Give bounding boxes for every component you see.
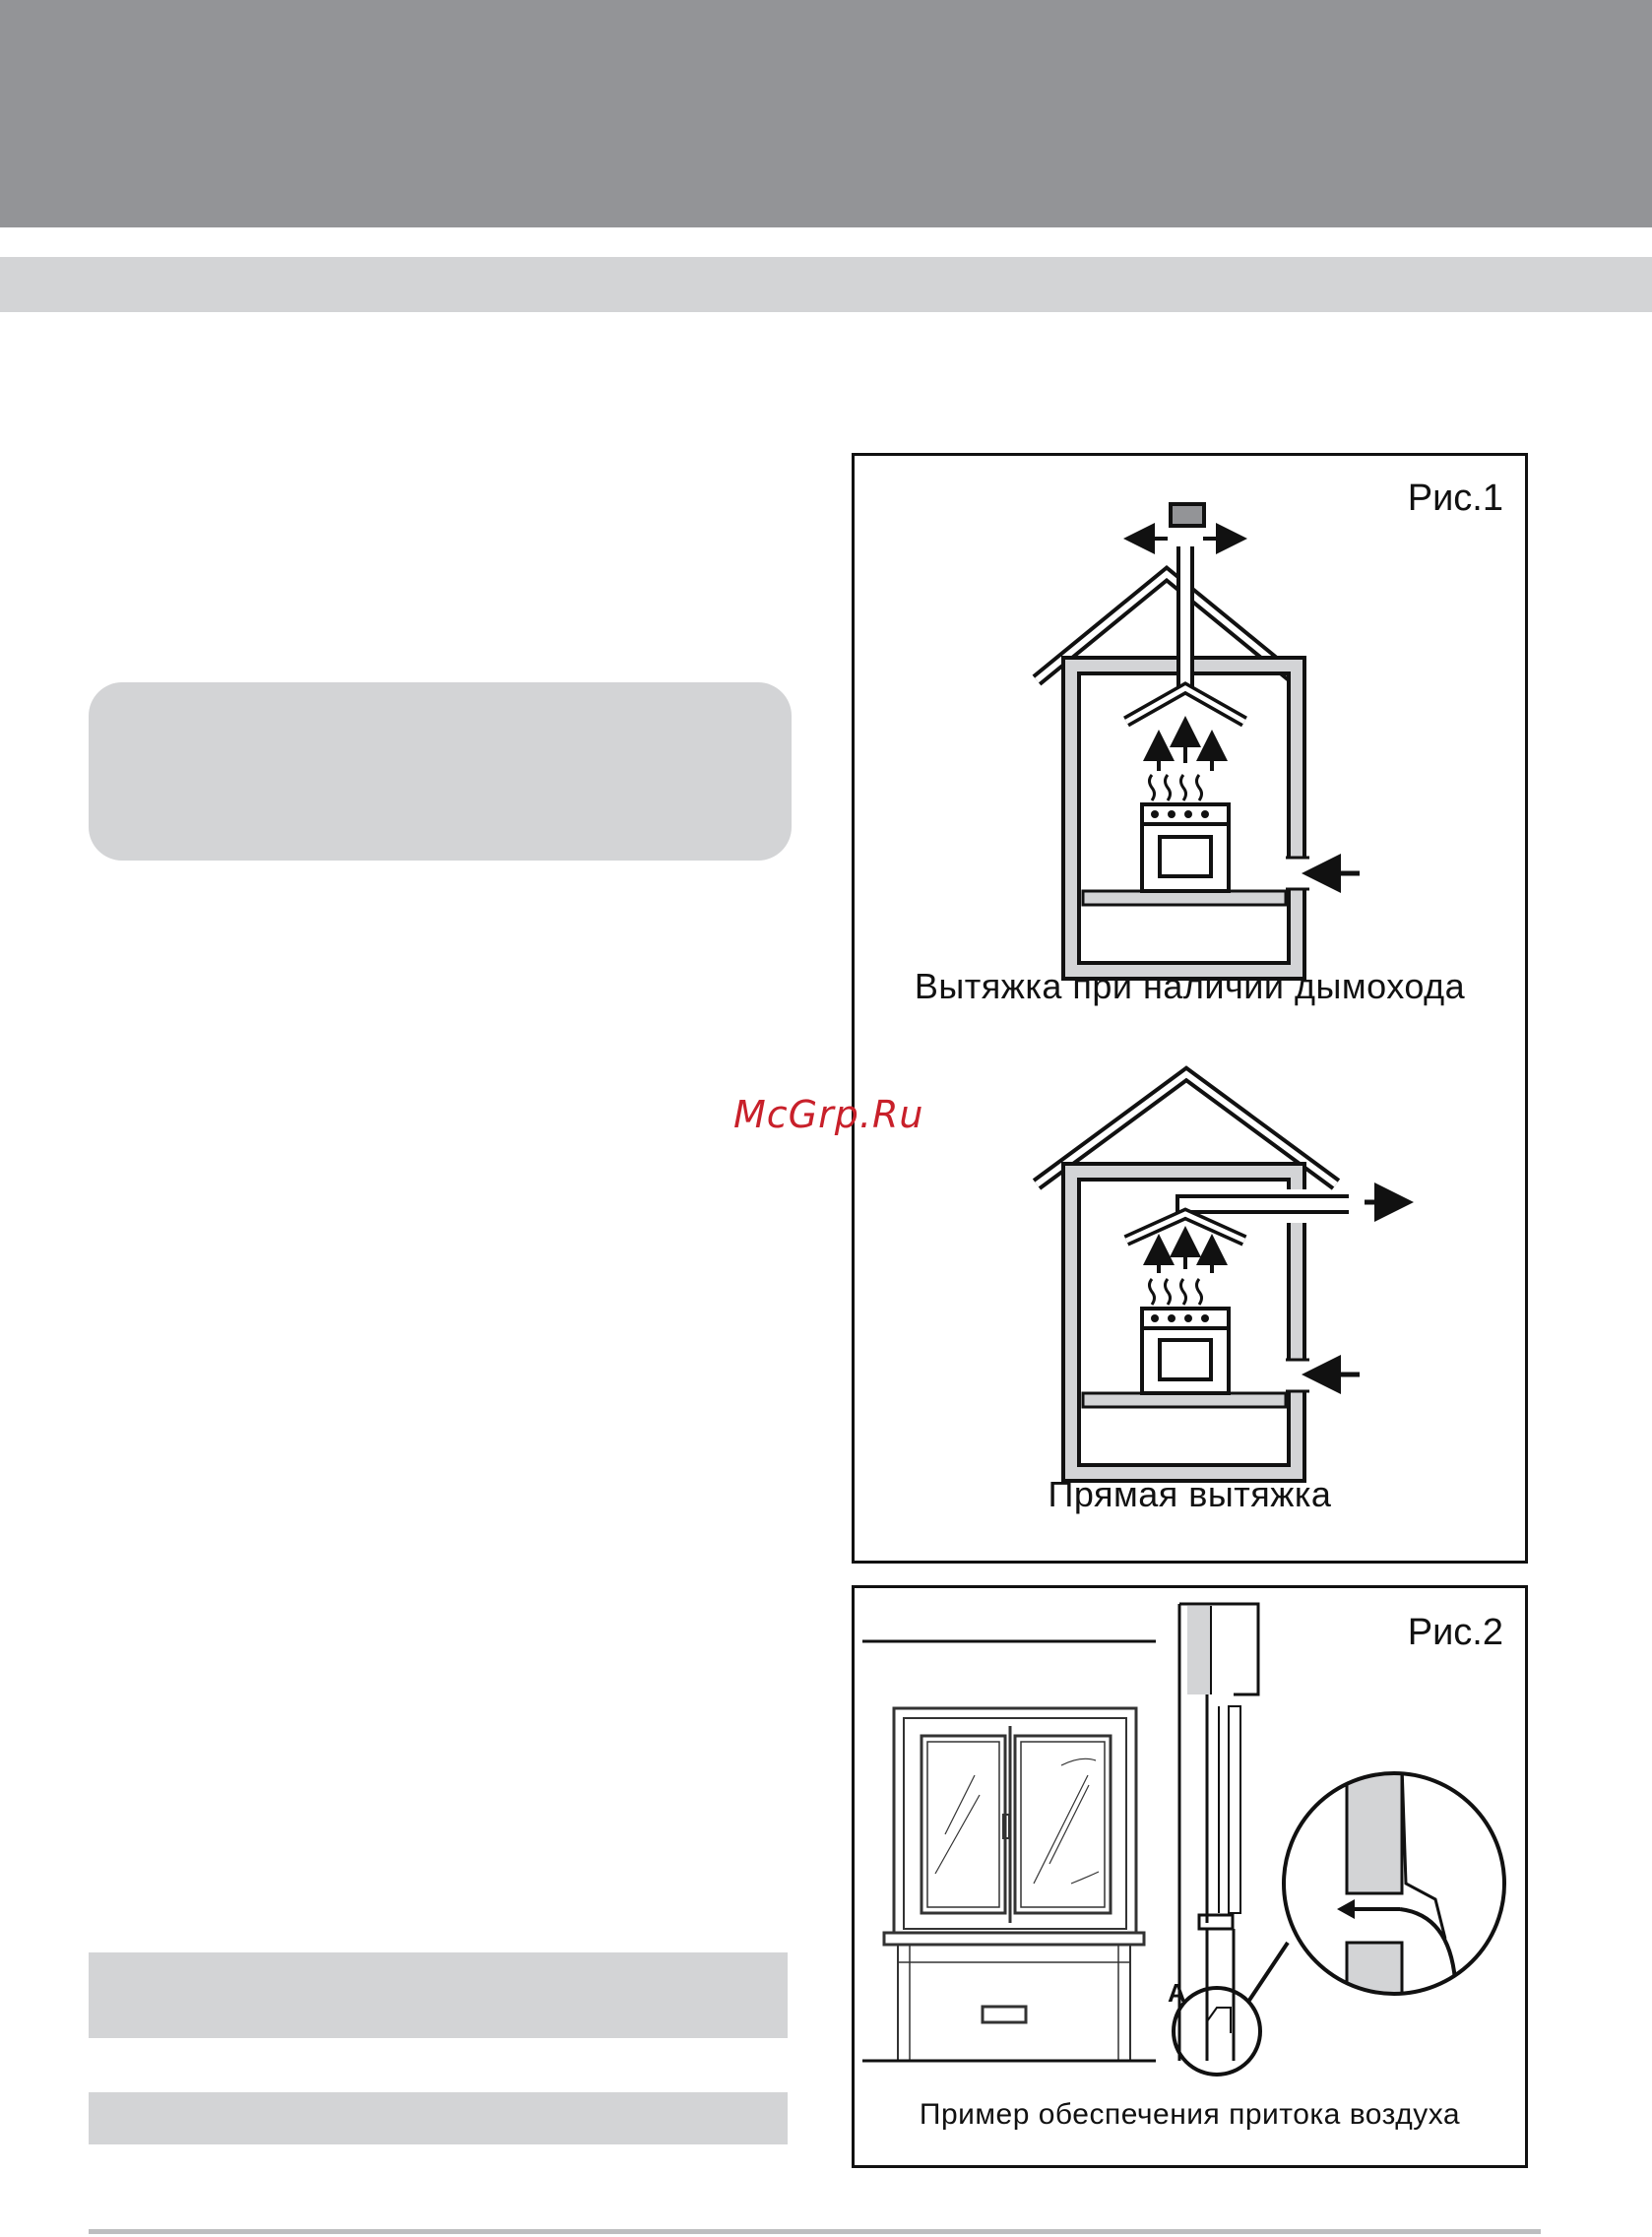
figure-2-label: Рис.2 (1407, 1612, 1503, 1653)
gray-bar (89, 2092, 788, 2144)
wall-section (1174, 1604, 1260, 2075)
footer-rule (89, 2229, 1541, 2234)
house-direct-diagram (1037, 1074, 1394, 1473)
note-box (89, 682, 792, 861)
window-drawing (884, 1708, 1144, 2061)
figure-1-label: Рис.1 (1407, 478, 1503, 519)
detail-zoom (1284, 1765, 1504, 2031)
figure-2-illustration (855, 1588, 1525, 2165)
figure-1 (852, 453, 1528, 1564)
caption-chimney-hood: Вытяжка при наличии дымохода (914, 966, 1466, 1006)
gray-bar (89, 1952, 788, 2038)
caption-direct-hood: Прямая вытяжка (1048, 1474, 1332, 1514)
marker-a: A (1168, 1978, 1186, 2008)
watermark: McGrp.Ru (733, 1093, 924, 1136)
header-band (0, 0, 1652, 227)
caption-air-supply: Пример обеспечения притока воздуха (919, 2098, 1461, 2131)
figure-1-illustration (855, 456, 1525, 1561)
section-band (0, 257, 1652, 312)
house-chimney-diagram (1037, 504, 1360, 971)
figure-2 (852, 1585, 1528, 2168)
